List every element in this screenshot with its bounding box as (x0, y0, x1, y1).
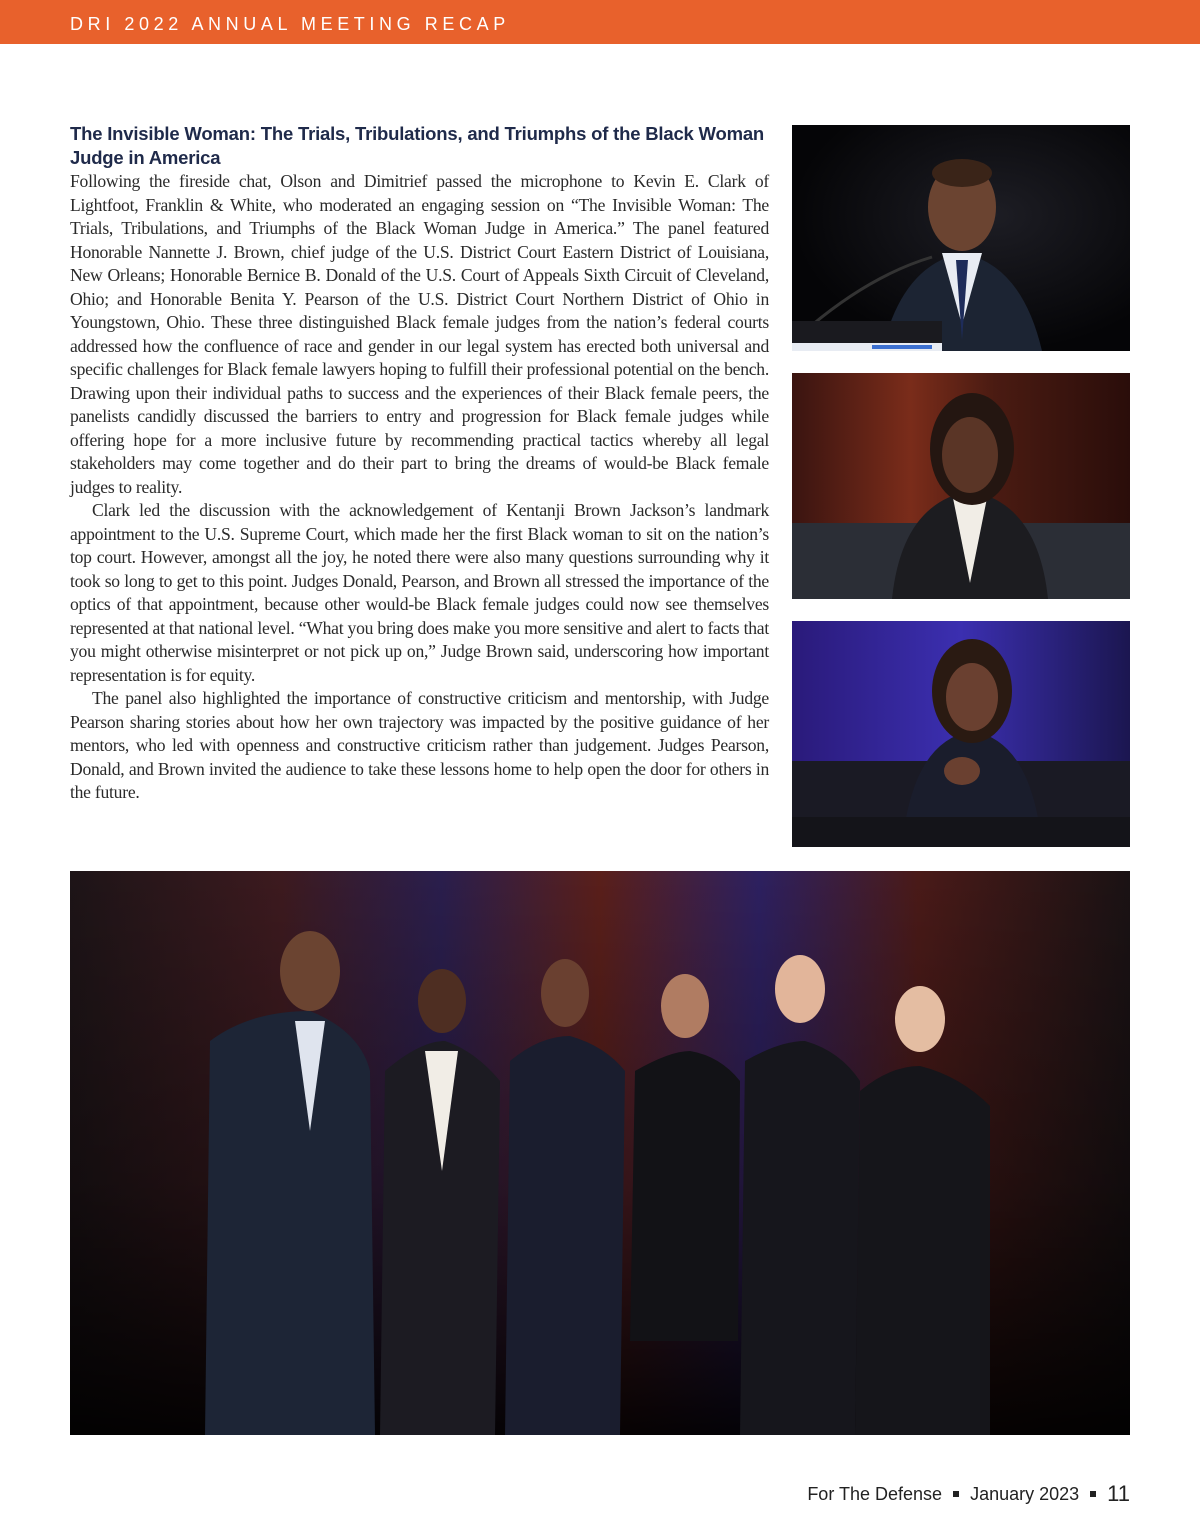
page-number: 11 (1107, 1481, 1130, 1506)
separator-square-icon (953, 1491, 959, 1497)
photo-panelist-smiling (792, 373, 1130, 599)
article-title: The Invisible Woman: The Trials, Tribulations, and Triumphs of the Black Woman Judge in America (70, 123, 765, 168)
issue-date: January 2023 (970, 1483, 1080, 1504)
photo-panel-group (70, 871, 1130, 1435)
photo-moderator-at-podium (792, 125, 1130, 351)
article-paragraph: Clark led the discussion with the acknowledgement of Kentanji Brown Jackson’s landmark appointment to the U.S. Supreme Court, which made her the first Black woman to sit on the nation’s top court. However, amongst all the joy, he noted there were also many questions surrounding why it took so long to get to this point. Judges Donald, Pearson, and Brown all stressed the importance of the optics of that appointment, because other would-be Black female judges could now see themselves represented at that national level. “What you bring does make you more sensitive and alert to facts that you might otherwise misinterpret or not pick up on,” Judge Brown said, underscoring how important representation is for equity. (70, 500, 769, 685)
article-paragraph: The panel also highlighted the importance of constructive criticism and mentorship, with Judge Pearson sharing stories about how her own trajectory was impacted by the positive guidance of her mentors, who led with openness and constructive criticism rather than judgement. Judges Pearson, Donald, and Brown invited the audience to take these lessons home to help open the door for others in the future. (70, 688, 769, 802)
page-footer (807, 1481, 1130, 1507)
article (70, 122, 769, 805)
section-label: DRI 2022 ANNUAL MEETING RECAP (70, 14, 510, 34)
header-banner (0, 0, 1200, 44)
publication-name: For The Defense (807, 1483, 943, 1504)
photo-panelist-speaking (792, 621, 1130, 847)
article-body (70, 170, 769, 805)
separator-square-icon (1090, 1491, 1096, 1497)
article-paragraph: Following the fireside chat, Olson and Dimitrief passed the microphone to Kevin E. Clark of Lightfoot, Franklin & White, who moderated an engaging session on “The Invisible Woman: The Trials, Tribulations, and Triumphs of the Black Woman Judge in America.” The panel featured Honorable Nannette J. Brown, chief judge of the U.S. District Court Eastern District of Louisiana, New Orleans; Honorable Bernice B. Donald of the U.S. Court of Appeals Sixth Circuit of Cleveland, Ohio; and Honorable Benita Y. Pearson of the U.S. District Court Northern District of Ohio in Youngstown, Ohio. These three distinguished Black female judges from the nation’s federal courts addressed how the confluence of race and gender in our legal system has erected both universal and specific challenges for Black female lawyers hoping to fulfill their professional potential on the bench. Drawing upon their individual paths to success and the experiences of their Black female peers, the panelists candidly discussed the barriers to entry and progression for Black female judges while offering hope for a more inclusive future by recommending practical tactics whereby all legal stakeholders may come together and do their part to bring the dreams of would-be Black female judges to reality. (70, 171, 769, 497)
